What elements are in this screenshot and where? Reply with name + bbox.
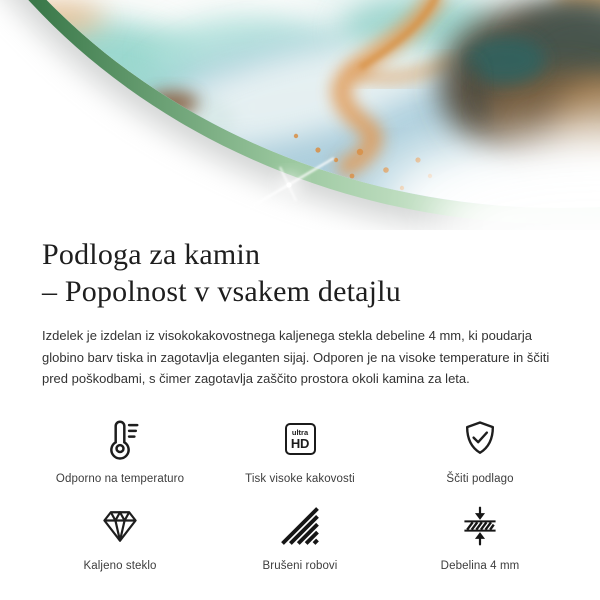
- diamond-icon: [98, 503, 142, 549]
- feature-print-quality: [210, 416, 390, 485]
- beveled-edges-icon: [279, 503, 321, 549]
- feature-label: Brušeni robovi: [262, 559, 338, 572]
- feature-tempered-glass: [30, 503, 210, 572]
- feature-label: Tisk visoke kakovosti: [245, 472, 355, 485]
- feature-thickness: [390, 503, 570, 572]
- page-title-line2: – Popolnost v vsakem detajlu: [42, 275, 401, 308]
- ultra-hd-icon: [285, 416, 316, 462]
- ultra-hd-icon-text-bottom: HD: [290, 435, 310, 451]
- shield-check-icon: [458, 416, 502, 462]
- feature-label: Debelina 4 mm: [440, 559, 520, 572]
- feature-grid: [30, 416, 570, 572]
- ultra-hd-icon-text-top: ultra: [291, 427, 309, 437]
- feature-temperature: [30, 416, 210, 485]
- thermometer-icon: [97, 416, 143, 462]
- product-description: Izdelek je izdelan iz visokokakovostnega kaljenega stekla debeline 4 mm, ki poudarja globino barv tiska in zagotavlja eleganten sijaj. Odporen je na visoke temperature in ščiti pred poškodbami, s čimer zagotavlja zaščito prostora okoli kamina za leta.: [42, 328, 550, 386]
- feature-label: Ščiti podlago: [446, 472, 514, 485]
- feature-label: Kaljeno steklo: [83, 559, 157, 572]
- glass-panel-photo: [0, 0, 600, 230]
- page-title: [42, 236, 558, 310]
- thickness-icon: [458, 503, 502, 549]
- page-title-line1: Podloga za kamin: [42, 238, 261, 271]
- feature-label: Odporno na temperaturo: [55, 472, 185, 485]
- feature-protects-base: [390, 416, 570, 485]
- product-image: [0, 0, 600, 230]
- feature-beveled-edges: [210, 503, 390, 572]
